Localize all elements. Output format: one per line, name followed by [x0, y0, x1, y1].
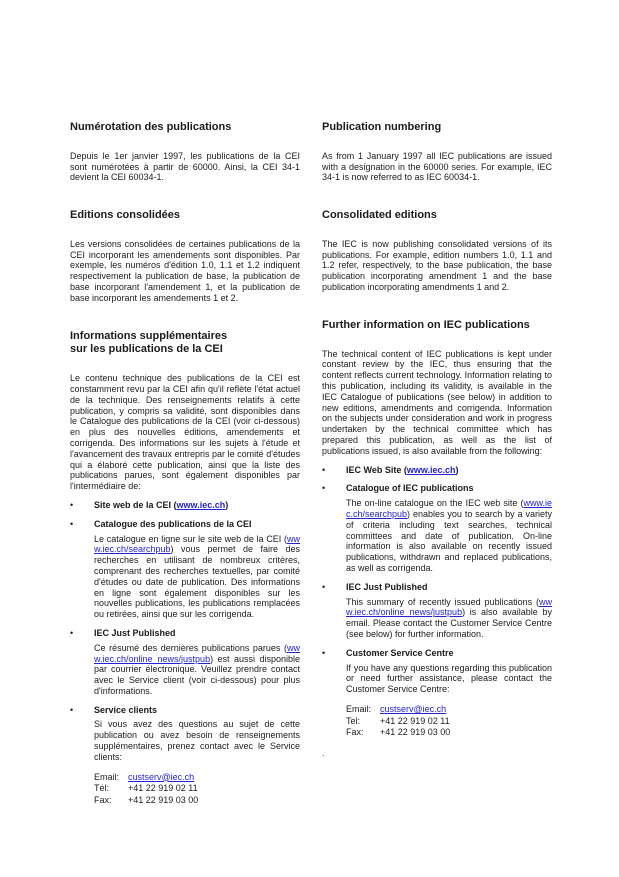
bullet-web-site	[322, 465, 552, 476]
heading-informations-supplementaires	[70, 330, 300, 358]
contact-block-english	[346, 704, 552, 739]
bullet-body	[94, 534, 300, 620]
bullet-title: Service clients	[94, 704, 158, 715]
bullet-body: Si vous avez des questions au sujet de cette publication ou avez besoin de renseignements supplémentaires, prenez contact avec le Service clients:	[94, 719, 300, 762]
bullet-body-text: This summary of recently issued publications (	[346, 596, 539, 607]
bullet-list-french	[70, 500, 300, 763]
bullet-body-text: ) enables you to search by a variety of criteria including text searches, technical committees and date of publication. On-line information is also available on recently issued publications, withdrawn and replaced publications, as well as corrigenda.	[346, 508, 552, 573]
bullet-content	[346, 465, 552, 476]
bullet-body	[346, 498, 552, 574]
link-iec-website[interactable]: www.iec.ch	[176, 499, 226, 510]
link-searchpub[interactable]: www.iec.ch/searchpub	[346, 498, 552, 519]
contact-email-row	[94, 772, 300, 784]
bullet-service-clients	[70, 705, 300, 763]
bullet-content	[346, 483, 552, 573]
two-column-layout	[70, 121, 552, 807]
bullet-icon: •	[70, 627, 74, 638]
contact-block-french	[94, 772, 300, 807]
bullet-icon: •	[70, 704, 74, 715]
bullet-content	[94, 628, 300, 697]
bullet-title	[346, 465, 552, 476]
tel-label: Tél:	[94, 783, 110, 794]
link-email-custserv[interactable]: custserv@iec.ch	[380, 703, 447, 714]
bullet-body-text: ) is also available by email. Please contact the Customer Service Centre (see below) for further information.	[346, 607, 552, 639]
heading-line-2: sur les publications de la CEI	[70, 343, 223, 356]
bullet-title-text: IEC Web Site (	[346, 464, 407, 475]
heading-consolidated-editions: Consolidated editions	[322, 209, 437, 222]
bullet-body-text: Le catalogue en ligne sur le site web de la CEI (	[94, 533, 287, 544]
bullet-just-published	[322, 582, 552, 640]
fax-value: +41 22 919 03 00	[380, 727, 451, 738]
bullet-title: IEC Just Published	[94, 627, 176, 638]
bullet-catalogue	[70, 519, 300, 620]
email-label: Email:	[346, 703, 372, 714]
stray-period-mark: .	[322, 748, 325, 758]
contact-fax-row	[94, 795, 300, 807]
bullet-icon: •	[322, 483, 326, 494]
bullet-icon: •	[322, 647, 326, 658]
link-searchpub[interactable]: www.iec.ch/searchpub	[94, 533, 300, 555]
bullet-catalogue	[322, 483, 552, 573]
heading-line-1: Informations supplémentaires	[70, 329, 228, 342]
bullet-body	[346, 597, 552, 640]
paragraph-numerotation: Depuis le 1er janvier 1997, les publications de la CEI sont numérotées à partir de 60000. Ainsi, la CEI 34-1 devient la CEI 60034-1.	[70, 150, 300, 183]
bullet-content	[346, 648, 552, 695]
bullet-body-text: The on-line catalogue on the IEC web site (	[346, 498, 524, 509]
fax-label: Fax:	[346, 727, 364, 738]
fax-value: +41 22 919 03 00	[128, 795, 199, 806]
bullet-title: Customer Service Centre	[346, 647, 454, 658]
email-label: Email:	[94, 771, 120, 782]
link-justpub[interactable]: www.iec.ch/online_news/justpub	[346, 596, 552, 618]
bullet-body-text: Ce résumé des dernières publications parues (	[94, 642, 287, 653]
link-justpub[interactable]: www.iec.ch/online_news/justpub	[94, 642, 300, 664]
bullet-body: If you have any questions regarding this publication or need further assistance, please contact the Customer Service Centre:	[346, 662, 552, 695]
bullet-title-text: )	[455, 464, 459, 475]
bullet-body	[94, 643, 300, 697]
bullet-title-text: Site web de la CEI (	[94, 499, 177, 510]
bullet-body-text: ) vous permet de faire des recherches en utilisant de nombreux critères, comprenant des recherches textuelles, par comité d'études ou date de publication. Des informations en ligne sont également disponibles sur les nouvelles publications, les publications remplacées ou retirées, ainsi que sur les corrigenda.	[94, 544, 300, 620]
link-iec-website[interactable]: www.iec.ch	[406, 464, 456, 475]
bullet-title-text: )	[225, 499, 229, 510]
bullet-content	[346, 582, 552, 640]
bullet-icon: •	[70, 518, 74, 529]
bullet-content	[94, 519, 300, 620]
bullet-title	[94, 500, 300, 511]
heading-further-information: Further information on IEC publications	[322, 318, 530, 331]
contact-fax-row	[346, 727, 552, 739]
paragraph-publication-numbering: As from 1 January 1997 all IEC publications are issued with a designation in the 60000 series. For example, IEC 34-1 is now referred to as IEC 60034-1.	[322, 150, 552, 183]
bullet-content	[94, 705, 300, 763]
bullet-content	[94, 500, 300, 511]
bullet-customer-service	[322, 648, 552, 695]
bullet-title: Catalogue of IEC publications	[346, 483, 474, 494]
heading-publication-numbering: Publication numbering	[322, 121, 442, 133]
paragraph-consolidated-editions: The IEC is now publishing consolidated versions of its publications. For example, edition numbers 1.0, 1.1 and 1.2 refer, respectively, to the base publication, the base publication incorporating amendment 1 and the base publication incorporating amendments 1 and 2.	[322, 238, 552, 293]
heading-numerotation: Numérotation des publications	[70, 121, 232, 133]
bullet-site-web	[70, 500, 300, 511]
heading-editions-consolidees: Editions consolidées	[70, 209, 181, 222]
tel-value: +41 22 919 02 11	[128, 783, 198, 794]
paragraph-informations: Le contenu technique des publications de la CEI est constamment revu par la CEI afin qu'il reflète l'état actuel de la technique. Des renseignements relatifs à cette publication, y compris sa validité, sont disponibles dans le Catalogue des publications de la CEI (voir ci-dessous) en plus des nouvelles éditions, amendements et corrigenda. Des informations sur les sujets à l'étude et l'avancement des travaux entrepris par le comité d'études qui a élaboré cette publication, ainsi que la liste des publications parues, sont également disponibles par l'intermédiaire de:	[70, 373, 300, 492]
bullet-body-text: ) est aussi disponible par courrier électronique. Veuillez prendre contact avec le Service client (voir ci-dessous) pour plus d'informations.	[94, 653, 300, 696]
contact-email-row	[346, 704, 552, 716]
column-english	[322, 121, 552, 807]
paragraph-further-information: The technical content of IEC publications is kept under constant review by the IEC, thus ensuring that the content reflects current technology. Information relating to this publication, including its validity, is available in the IEC Catalogue of publications (see below) in addition to new editions, amendments and corrigenda. Information on the subjects under consideration and work in progress undertaken by the technical committee which has prepared this publication, as well as the list of publications issued, is also available from the following:	[322, 348, 552, 456]
bullet-icon: •	[70, 499, 74, 510]
contact-tel-row	[346, 716, 552, 728]
link-email-custserv[interactable]: custserv@iec.ch	[128, 771, 195, 782]
contact-tel-row	[94, 783, 300, 795]
tel-value: +41 22 919 02 11	[380, 715, 450, 726]
paragraph-editions-consolidees: Les versions consolidées de certaines publications de la CEI incorporant les amendements sont disponibles. Par exemple, les numéros d'édition 1.0, 1.1 et 1.2 indiquent respectivement la publication de base, la publication de base incorporant l'amendement 1, et la publication de base incorporant les amendements 1 et 2.	[70, 238, 300, 303]
column-french	[70, 121, 300, 807]
bullet-icon: •	[322, 581, 326, 592]
bullet-icon: •	[322, 464, 326, 475]
fax-label: Fax:	[94, 795, 112, 806]
tel-label: Tel:	[346, 715, 361, 726]
bullet-title: IEC Just Published	[346, 581, 428, 592]
bullet-title: Catalogue des publications de la CEI	[94, 518, 252, 529]
bullet-just-published	[70, 628, 300, 697]
bullet-list-english	[322, 465, 552, 695]
